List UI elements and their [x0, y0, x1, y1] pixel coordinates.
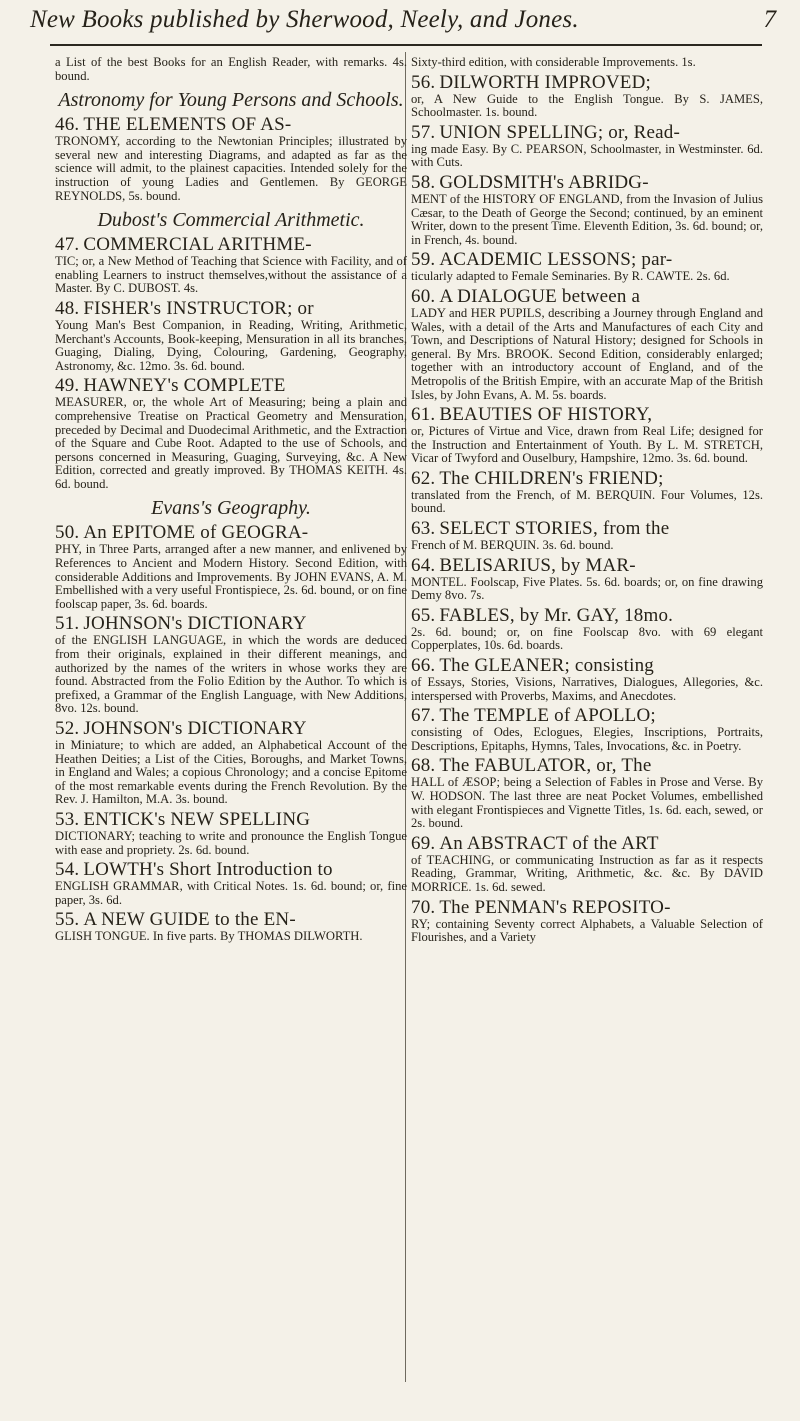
- entry-heading: [411, 250, 763, 270]
- continued-text: a List of the best Books for an English Reader, with remarks. 4s. bound.: [55, 55, 407, 83]
- entry-number: 62.: [411, 467, 436, 489]
- entry-number: 61.: [411, 404, 436, 426]
- entry-number: 65.: [411, 604, 436, 626]
- book-entry: [411, 173, 763, 247]
- entry-description: of the ENGLISH LANGUAGE, in which the words are deduced from their originals, explained in their different meanings, and authorized by the names of the writers in whose works they are found. Abstracted from the Folio Edition by the Author. To which is prefixed, a Grammar of the English Language, with New Additions, 8vo. 12s. bound.: [55, 633, 407, 716]
- entry-heading: [55, 235, 407, 255]
- running-header: [0, 4, 800, 44]
- entry-description: MONTEL. Foolscap, Five Plates. 5s. 6d. boards; or, on fine drawing Demy 8vo. 7s.: [411, 574, 763, 603]
- entry-number: 50.: [55, 522, 80, 544]
- entry-heading: [411, 469, 763, 489]
- entry-heading: [411, 898, 763, 918]
- book-entry: [55, 523, 407, 611]
- entry-title: The CHILDREN's FRIEND;: [439, 467, 664, 489]
- book-entry: [411, 834, 763, 895]
- entry-number: 58.: [411, 171, 436, 193]
- entry-description: MENT of the HISTORY OF ENGLAND, from the Invasion of Julius Cæsar, to the Death of George the Second; continued, by an eminent Writer, down to the present Time. Eleventh Edition, 3s. 6d. bound; or, in French, 4s. bound.: [411, 191, 763, 247]
- book-entry: [55, 376, 407, 491]
- book-entry: [411, 656, 763, 703]
- entry-description: consisting of Odes, Eclogues, Elegies, Inscriptions, Portraits, Descriptions, Epitaphs, Hymns, Tales, Invocations, &c. in Poetry.: [411, 725, 763, 753]
- book-entry: [55, 235, 407, 296]
- entry-description: or, A New Guide to the English Tongue. By S. JAMES, Schoolmaster. 1s. bound.: [411, 91, 763, 120]
- entry-heading: [411, 173, 763, 193]
- entry-title: GOLDSMITH's ABRIDG-: [439, 171, 649, 193]
- entry-description: RY; containing Seventy correct Alphabets, a Valuable Selection of Flourishes, and a Variety: [411, 916, 763, 945]
- book-entry: [55, 860, 407, 907]
- book-entry: [411, 756, 763, 830]
- entry-title: COMMERCIAL ARITHME-: [83, 234, 312, 256]
- entry-heading: [411, 287, 763, 307]
- entry-description: ing made Easy. By C. PEARSON, Schoolmaster, in Westminster. 6d. with Cuts.: [411, 141, 763, 170]
- entry-heading: [411, 73, 763, 93]
- section-heading: Evans's Geography.: [151, 497, 311, 520]
- entry-heading: [55, 719, 407, 739]
- entry-title: The TEMPLE of APOLLO;: [439, 705, 656, 727]
- entry-heading: [411, 405, 763, 425]
- entry-number: 52.: [55, 718, 80, 739]
- book-entry: [411, 519, 763, 553]
- header-rule: [50, 44, 762, 46]
- entry-heading: [55, 523, 407, 543]
- entry-heading: [55, 614, 407, 634]
- entry-description: GLISH TONGUE. In five parts. By THOMAS DILWORTH.: [55, 929, 363, 944]
- entry-number: 68.: [411, 755, 436, 777]
- entry-title: An EPITOME of GEOGRA-: [83, 522, 309, 544]
- entry-heading: [55, 910, 407, 930]
- entry-description: TIC; or, a New Method of Teaching that Science with Facility, and of enabling Learners to instruct themselves,without the assistance of a Master. By C. DUBOST. 4s.: [55, 254, 407, 296]
- entry-number: 48.: [55, 297, 80, 319]
- entry-heading: [411, 834, 763, 854]
- entry-title: BEAUTIES OF HISTORY,: [439, 404, 653, 426]
- book-entry: [55, 910, 407, 944]
- book-entry: [55, 810, 407, 857]
- page-number: 7: [763, 6, 776, 33]
- entry-description: 2s. 6d. bound; or, on fine Foolscap 8vo. with 69 elegant Copperplates, 10s. 6d. boards.: [411, 624, 763, 653]
- entry-heading: [411, 656, 763, 676]
- entry-number: 57.: [411, 121, 436, 143]
- entry-title: An ABSTRACT of the ART: [439, 832, 659, 854]
- entry-heading: [55, 115, 407, 135]
- entry-title: ENTICK's NEW SPELLING: [83, 808, 311, 830]
- entry-title: A DIALOGUE between a: [439, 285, 641, 307]
- entry-title: The FABULATOR, or, The: [439, 755, 652, 777]
- entry-heading: [411, 519, 763, 539]
- entry-description: translated from the French, of M. BERQUIN. Four Volumes, 12s. bound.: [411, 487, 763, 516]
- book-entry: [55, 719, 407, 807]
- entry-number: 67.: [411, 705, 436, 727]
- entry-number: 59.: [411, 249, 436, 271]
- left-column: [55, 56, 407, 947]
- entry-description: MEASURER, or, the whole Art of Measuring; being a plain and comprehensive Treatise on Practical Geometry and Mensuration, preceded by Decimal and Duodecimal Arithmetic, and the Extraction of the Square and Cube Root. Adapted to the use of Schools, and persons concerned in Measuring, Guaging, Surveying, &c. A New Edition, corrected and greatly improved. By THOMAS KEITH. 4s. 6d. bound.: [55, 395, 407, 491]
- entry-number: 47.: [55, 234, 80, 256]
- running-title: New Books published by Sherwood, Neely, and Jones.: [30, 6, 579, 33]
- entry-heading: [55, 810, 407, 830]
- entry-number: 63.: [411, 518, 436, 540]
- book-entry: [411, 123, 763, 170]
- entry-heading: [55, 860, 407, 880]
- entry-description: DICTIONARY; teaching to write and pronounce the English Tongue with ease and propriety. 2s. 6d. bound.: [55, 828, 407, 857]
- entry-number: 51.: [55, 613, 80, 635]
- entry-heading: [411, 556, 763, 576]
- entry-number: 60.: [411, 285, 436, 307]
- entry-title: The PENMAN's REPOSITO-: [439, 896, 671, 918]
- entry-heading: [411, 706, 763, 726]
- entry-number: 69.: [411, 832, 436, 854]
- entry-number: 54.: [55, 859, 80, 881]
- entry-description: PHY, in Three Parts, arranged after a new manner, and enlivened by References to Ancient and Modern History. Second Edition, with considerable Additions and Improvements. By JOHN EVANS, A. M. Embellished with a very useful Frontispiece, 2s. 6d. bound, or on fine foolscap paper, 3s. 6d. boards.: [55, 542, 407, 611]
- entry-heading: [411, 123, 763, 143]
- entry-number: 66.: [411, 655, 436, 677]
- right-column: [411, 56, 763, 948]
- entry-description: Young Man's Best Companion, in Reading, Writing, Arithmetic, Merchant's Accounts, Book-keeping, Mensuration in all its branches, Guaging, Dialing, Dying, Colouring, Gardening, Geography, Astronomy, &c. 12mo. 3s. 6d. bound.: [55, 317, 407, 373]
- section-heading: Dubost's Commercial Arithmetic.: [97, 209, 365, 232]
- continued-text: Sixty-third edition, with considerable Improvements. 1s.: [411, 55, 696, 69]
- entry-description: HALL of ÆSOP; being a Selection of Fables in Prose and Verse. By W. HODSON. The last three are neat Pocket Volumes, embellished with elegant Frontispieces and Vignette Titles, 1s. 6d. each, sewed, or 2s. bound.: [411, 775, 763, 831]
- entry-description: LADY and HER PUPILS, describing a Journey through England and Wales, with a detail of the Arts and Manufactures of each City and Town, and Descriptions of Natural History; designed for Schools in general. By Mrs. BROOK. Second Edition, considerably enlarged; together with an introductory account of England, and of the Metropolis of the British Empire, with an accurate Map of the British Isles, by John Evans, A. M. 5s. boards.: [411, 305, 763, 402]
- entry-title: THE ELEMENTS OF AS-: [83, 114, 292, 136]
- entry-heading: [411, 606, 763, 626]
- entry-title: FISHER's INSTRUCTOR; or: [83, 297, 314, 319]
- entry-description: French of M. BERQUIN. 3s. 6d. bound.: [411, 538, 614, 553]
- book-entry: [411, 405, 763, 466]
- entry-title: HAWNEY's COMPLETE: [83, 375, 286, 397]
- entry-description: TRONOMY, according to the Newtonian Principles; illustrated by several new and interesting Diagrams, and adapted as far as the science will admit, to the plainest capacities. Intended solely for the instruction of young Ladies and Gentlemen. By GEORGE REYNOLDS, 5s. bound.: [55, 134, 407, 203]
- entry-number: 53.: [55, 808, 80, 830]
- entry-number: 55.: [55, 909, 80, 931]
- entry-title: FABLES, by Mr. GAY, 18mo.: [439, 604, 674, 626]
- book-entry: [55, 299, 407, 373]
- entry-number: 49.: [55, 375, 80, 397]
- entry-description: ticularly adapted to Female Seminaries. By R. CAWTE. 2s. 6d.: [411, 269, 730, 284]
- book-entry: [411, 287, 763, 402]
- entry-title: The GLEANER; consisting: [439, 655, 654, 677]
- entry-title: UNION SPELLING; or, Read-: [439, 121, 681, 143]
- entry-title: JOHNSON's DICTIONARY: [83, 718, 307, 739]
- entry-title: JOHNSON's DICTIONARY: [83, 613, 307, 635]
- entry-title: A NEW GUIDE to the EN-: [83, 909, 296, 931]
- book-entry: [411, 556, 763, 603]
- book-entry: [411, 469, 763, 516]
- book-entry: [411, 73, 763, 120]
- entry-number: 56.: [411, 71, 436, 93]
- section-heading: Astronomy for Young Persons and Schools.: [58, 89, 404, 112]
- entry-title: DILWORTH IMPROVED;: [439, 71, 651, 93]
- entry-heading: [55, 376, 407, 396]
- entry-heading: [411, 756, 763, 776]
- entry-title: BELISARIUS, by MAR-: [439, 554, 636, 576]
- entry-title: ACADEMIC LESSONS; par-: [439, 249, 673, 271]
- entry-description: in Miniature; to which are added, an Alphabetical Account of the Heathen Deities; a List of the Cities, Boroughs, and Market Towns, in England and Wales; a copious Chronology; and a concise Epitome of the most remarkable events during the French Revolution. By the Rev. J. Hamilton, M.A. 3s. bound.: [55, 738, 407, 807]
- entry-description: of Essays, Stories, Visions, Narratives, Dialogues, Allegories, &c. interspersed with Proverbs, Maxims, and Anecdotes.: [411, 675, 763, 703]
- entry-title: LOWTH's Short Introduction to: [83, 859, 333, 881]
- book-entry: [411, 706, 763, 753]
- entry-number: 46.: [55, 114, 80, 136]
- entry-description: ENGLISH GRAMMAR, with Critical Notes. 1s. 6d. bound; or, fine paper, 3s. 6d.: [55, 879, 407, 907]
- book-entry: [411, 898, 763, 945]
- book-entry: [411, 606, 763, 653]
- book-entry: [55, 115, 407, 203]
- entry-description: of TEACHING, or communicating Instruction as far as it respects Reading, Grammar, Writing, Arithmetic, &c. &c. By DAVID MORRICE. 1s. 6d. sewed.: [411, 852, 763, 894]
- entry-description: or, Pictures of Virtue and Vice, drawn from Real Life; designed for the Instruction and Entertainment of Youth. By L. M. STRETCH, Vicar of Twyford and Ouselbury, Hampshire, 12mo. 3s. 6d. bound.: [411, 424, 763, 466]
- entry-number: 70.: [411, 896, 436, 918]
- entry-heading: [55, 299, 407, 319]
- entry-number: 64.: [411, 554, 436, 576]
- entry-title: SELECT STORIES, from the: [439, 518, 670, 540]
- book-entry: [55, 614, 407, 716]
- book-entry: [411, 250, 763, 284]
